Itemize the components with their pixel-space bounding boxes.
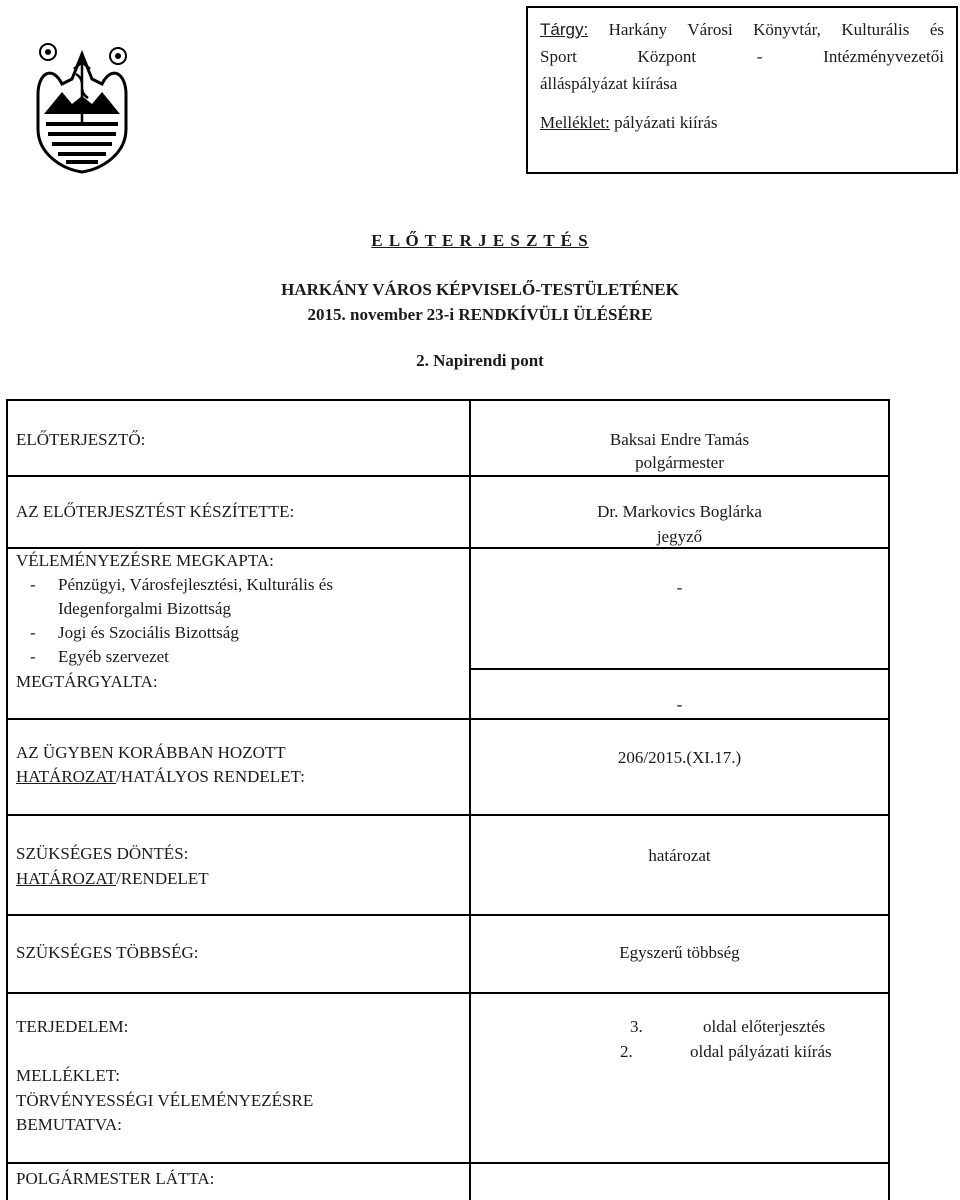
prior-decision-value: 206/2015.(XI.17.) [617,748,742,767]
prior-decision-label-1: AZ ÜGYBEN KORÁBBAN HOZOTT [16,743,286,762]
legal-review-label-1: TÖRVÉNYESSÉGI VÉLEMÉNYEZÉSRE [16,1091,314,1110]
length-text-2: oldal pályázati kiírás [690,1042,832,1061]
document-subtitle-1: HARKÁNY VÁROS KÉPVISELŐ-TESTÜLETÉNEK [281,280,679,299]
decision-label-1: SZÜKSÉGES DÖNTÉS: [16,844,189,863]
majority-label: SZÜKSÉGES TÖBBSÉG: [16,943,199,962]
row-divider [469,668,890,670]
discussed-value: - [676,695,683,714]
row-divider [6,992,890,994]
prior-decision-label-2: HATÁROZAT/HATÁLYOS RENDELET: [16,767,305,786]
document-subtitle-2: 2015. november 23-i RENDKÍVÜLI ÜLÉSÉRE [307,305,653,324]
length-num-2: 2. [620,1042,633,1061]
attachment-line [540,109,944,136]
row-divider [6,914,890,916]
subject-box [526,6,958,174]
majority-value: Egyszerű többség [619,943,740,962]
decision-value: határozat [648,846,711,865]
subject-line-1 [540,16,944,43]
review-item: - Egyéb szervezet [30,647,169,666]
subject-line-3: álláspályázat kiírása [540,74,678,93]
review-value: - [676,578,683,597]
subject-line-2: Sport Központ - Intézményvezetői [540,47,944,66]
presenter-role: polgármester [635,453,724,472]
review-item: - Pénzügyi, Városfejlesztési, Kulturális és [30,575,333,594]
prepared-name: Dr. Markovics Boglárka [597,502,762,521]
subject-label: Tárgy: [540,20,589,39]
discussed-label: MEGTÁRGYALTA: [16,672,158,691]
decision-label-2: HATÁROZAT/RENDELET [16,869,209,888]
mayor-seen-label: POLGÁRMESTER LÁTTA: [16,1169,215,1188]
review-label: VÉLEMÉNYEZÉSRE MEGKAPTA: [16,551,274,570]
presenter-name: Baksai Endre Tamás [609,430,750,449]
presenter-label: ELŐTERJESZTŐ: [16,430,146,449]
attachment-label-row: MELLÉKLET: [16,1066,120,1085]
table-border-right [888,399,890,1200]
row-divider [6,475,890,477]
document-title: E L Ő T E R J E S Z T É S [371,231,589,250]
length-text-1: oldal előterjesztés [703,1017,826,1036]
legal-review-label-2: BEMUTATVA: [16,1115,123,1134]
review-list [30,573,333,669]
length-num-1: 3. [630,1017,643,1036]
prepared-role: jegyző [656,527,703,546]
harkany-coat-of-arms-logo [32,34,132,174]
row-divider [6,1162,890,1164]
prepared-label: AZ ELŐTERJESZTÉST KÉSZÍTETTE: [16,502,295,521]
review-item-continuation: Idegenforgalmi Bizottság [58,599,231,618]
length-label: TERJEDELEM: [16,1017,129,1036]
review-item: - Jogi és Szociális Bizottság [30,623,239,642]
row-divider [6,814,890,816]
agenda-item: 2. Napirendi pont [416,351,544,370]
attachment-text: pályázati kiírás [609,113,718,132]
subject-text-1: Harkány Városi Könyvtár, Kulturális és [588,20,944,39]
row-divider [6,718,890,720]
attachment-label: Melléklet: [540,113,610,132]
table-border-top [6,399,890,401]
table-border-left [6,399,8,1200]
